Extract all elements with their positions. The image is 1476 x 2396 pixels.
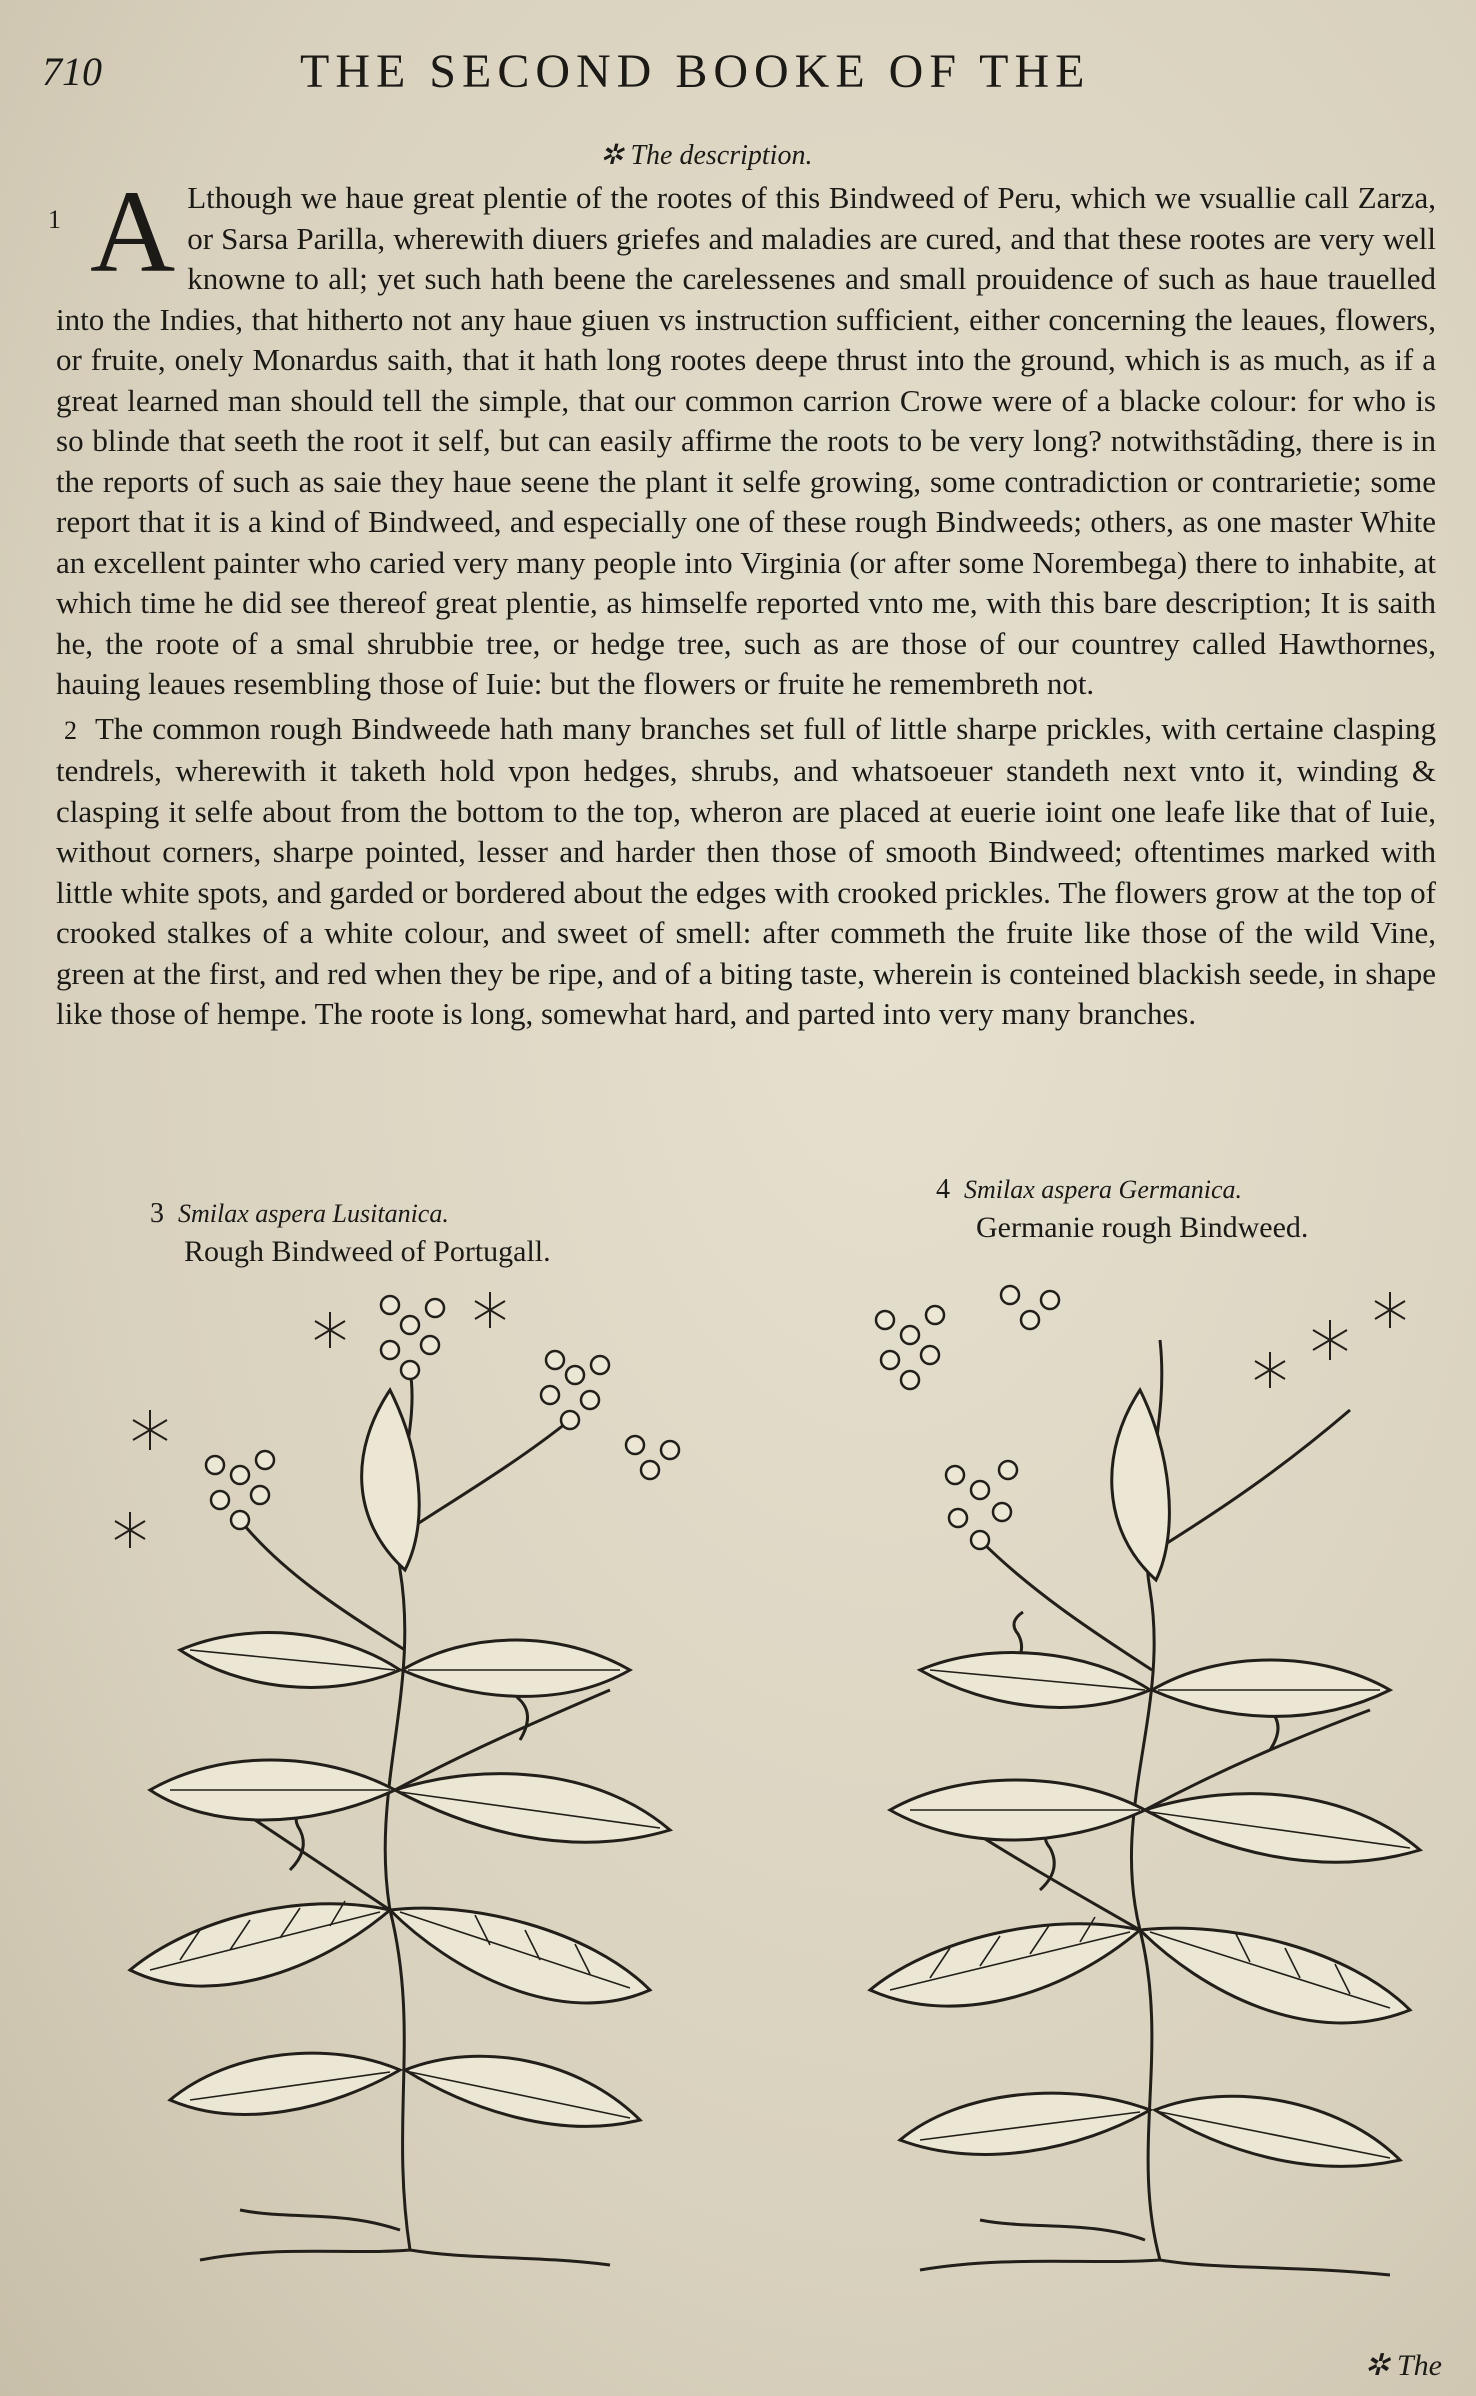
figure-4-caption: [936, 1170, 1308, 1247]
paragraph-1: [48, 166, 1436, 705]
section-title: ✲ The description.: [600, 140, 813, 171]
paragraph-number: 2: [64, 715, 77, 745]
drop-cap: A: [90, 166, 176, 297]
paragraph-2: [56, 709, 1436, 1035]
figure-number: 4: [936, 1174, 950, 1205]
figure-3-caption: [150, 1194, 551, 1271]
description-text: [48, 166, 1436, 1035]
figure-english-name: Germanie rough Bindweed.: [976, 1211, 1309, 1244]
woodcut-smilax-lusitanica-illustration: [90, 1270, 730, 2270]
paragraph-number: 1: [48, 205, 61, 234]
paragraph-2-text: The common rough Bindweede hath many branches set full of little sharpe prickles, with certaine clasping tendrels, wherewith it taketh hold vpon hedges, shrubs, and whatsoeuer standeth next vnto it, winding & clasping it selfe about from the bottom to the top, wheron are placed at euerie ioint one leafe like that of Iuie, without corners, sharpe pointed, lesser and harder then those of smooth Bindweed; oftentimes marked with little white spots, and garded or bordered about the edges with crooked prickles. The flowers grow at the top of crooked stalkes of a white colour, and sweet of smell: after commeth the fruite like those of the wild Vine, green at the first, and red when they be ripe, and of a biting taste, wherein is conteined blackish seede, in shape like those of hempe. The roote is long, somewhat hard, and parted into very many branches.: [56, 710, 1436, 1031]
figure-number: 3: [150, 1198, 164, 1229]
figure-latin-name: Smilax aspera Germanica.: [964, 1175, 1243, 1204]
paragraph-1-text: Lthough we haue great plentie of the rootes of this Bindweed of Peru, which we vsuallie call Zarza, or Sarsa Parilla, wherewith diuers griefes and maladies are cured, and that these rootes are very well knowne to all; yet such hath beene the carelessenes and small prouidence of such as haue trauelled into the Indies, that hitherto not any haue giuen vs instruction sufficient, either concerning the leaues, flowers, or fruite, onely Monardus saith, that it hath long rootes deepe thrust into the ground, which is as much, as if a great learned man should tell the simple, that our common carrion Crowe were of a blacke colour: for who is so blinde that seeth the root it self, but can easily affirme the roots to be very long? notwithstãding, there is in the reports of such as saie they haue seene the plant it selfe growing, some contradiction or contrarietie; some report that it is a kind of Bindweed, and especially one of these rough Bindweeds; others, as one master White an excellent painter who caried very many people into Virginia (or after some Norembega) there to inhabite, at which time he did see thereof great plentie, as himselfe reported vnto me, with this bare description; It is saith he, the roote of a smal shrubbie tree, or hedge tree, such as are those of our countrey called Hawthornes, hauing leaues resembling those of Iuie: but the flowers or fruite he remembreth not.: [56, 180, 1436, 701]
figure-english-name: Rough Bindweed of Portugall.: [184, 1235, 551, 1268]
woodcut-smilax-germanica-illustration: [830, 1250, 1450, 2280]
page-number: 710: [42, 49, 102, 94]
running-head: THE SECOND BOOKE OF THE: [300, 45, 1091, 98]
catchword: ✲ The: [1364, 2349, 1442, 2382]
figure-latin-name: Smilax aspera Lusitanica.: [178, 1199, 449, 1228]
